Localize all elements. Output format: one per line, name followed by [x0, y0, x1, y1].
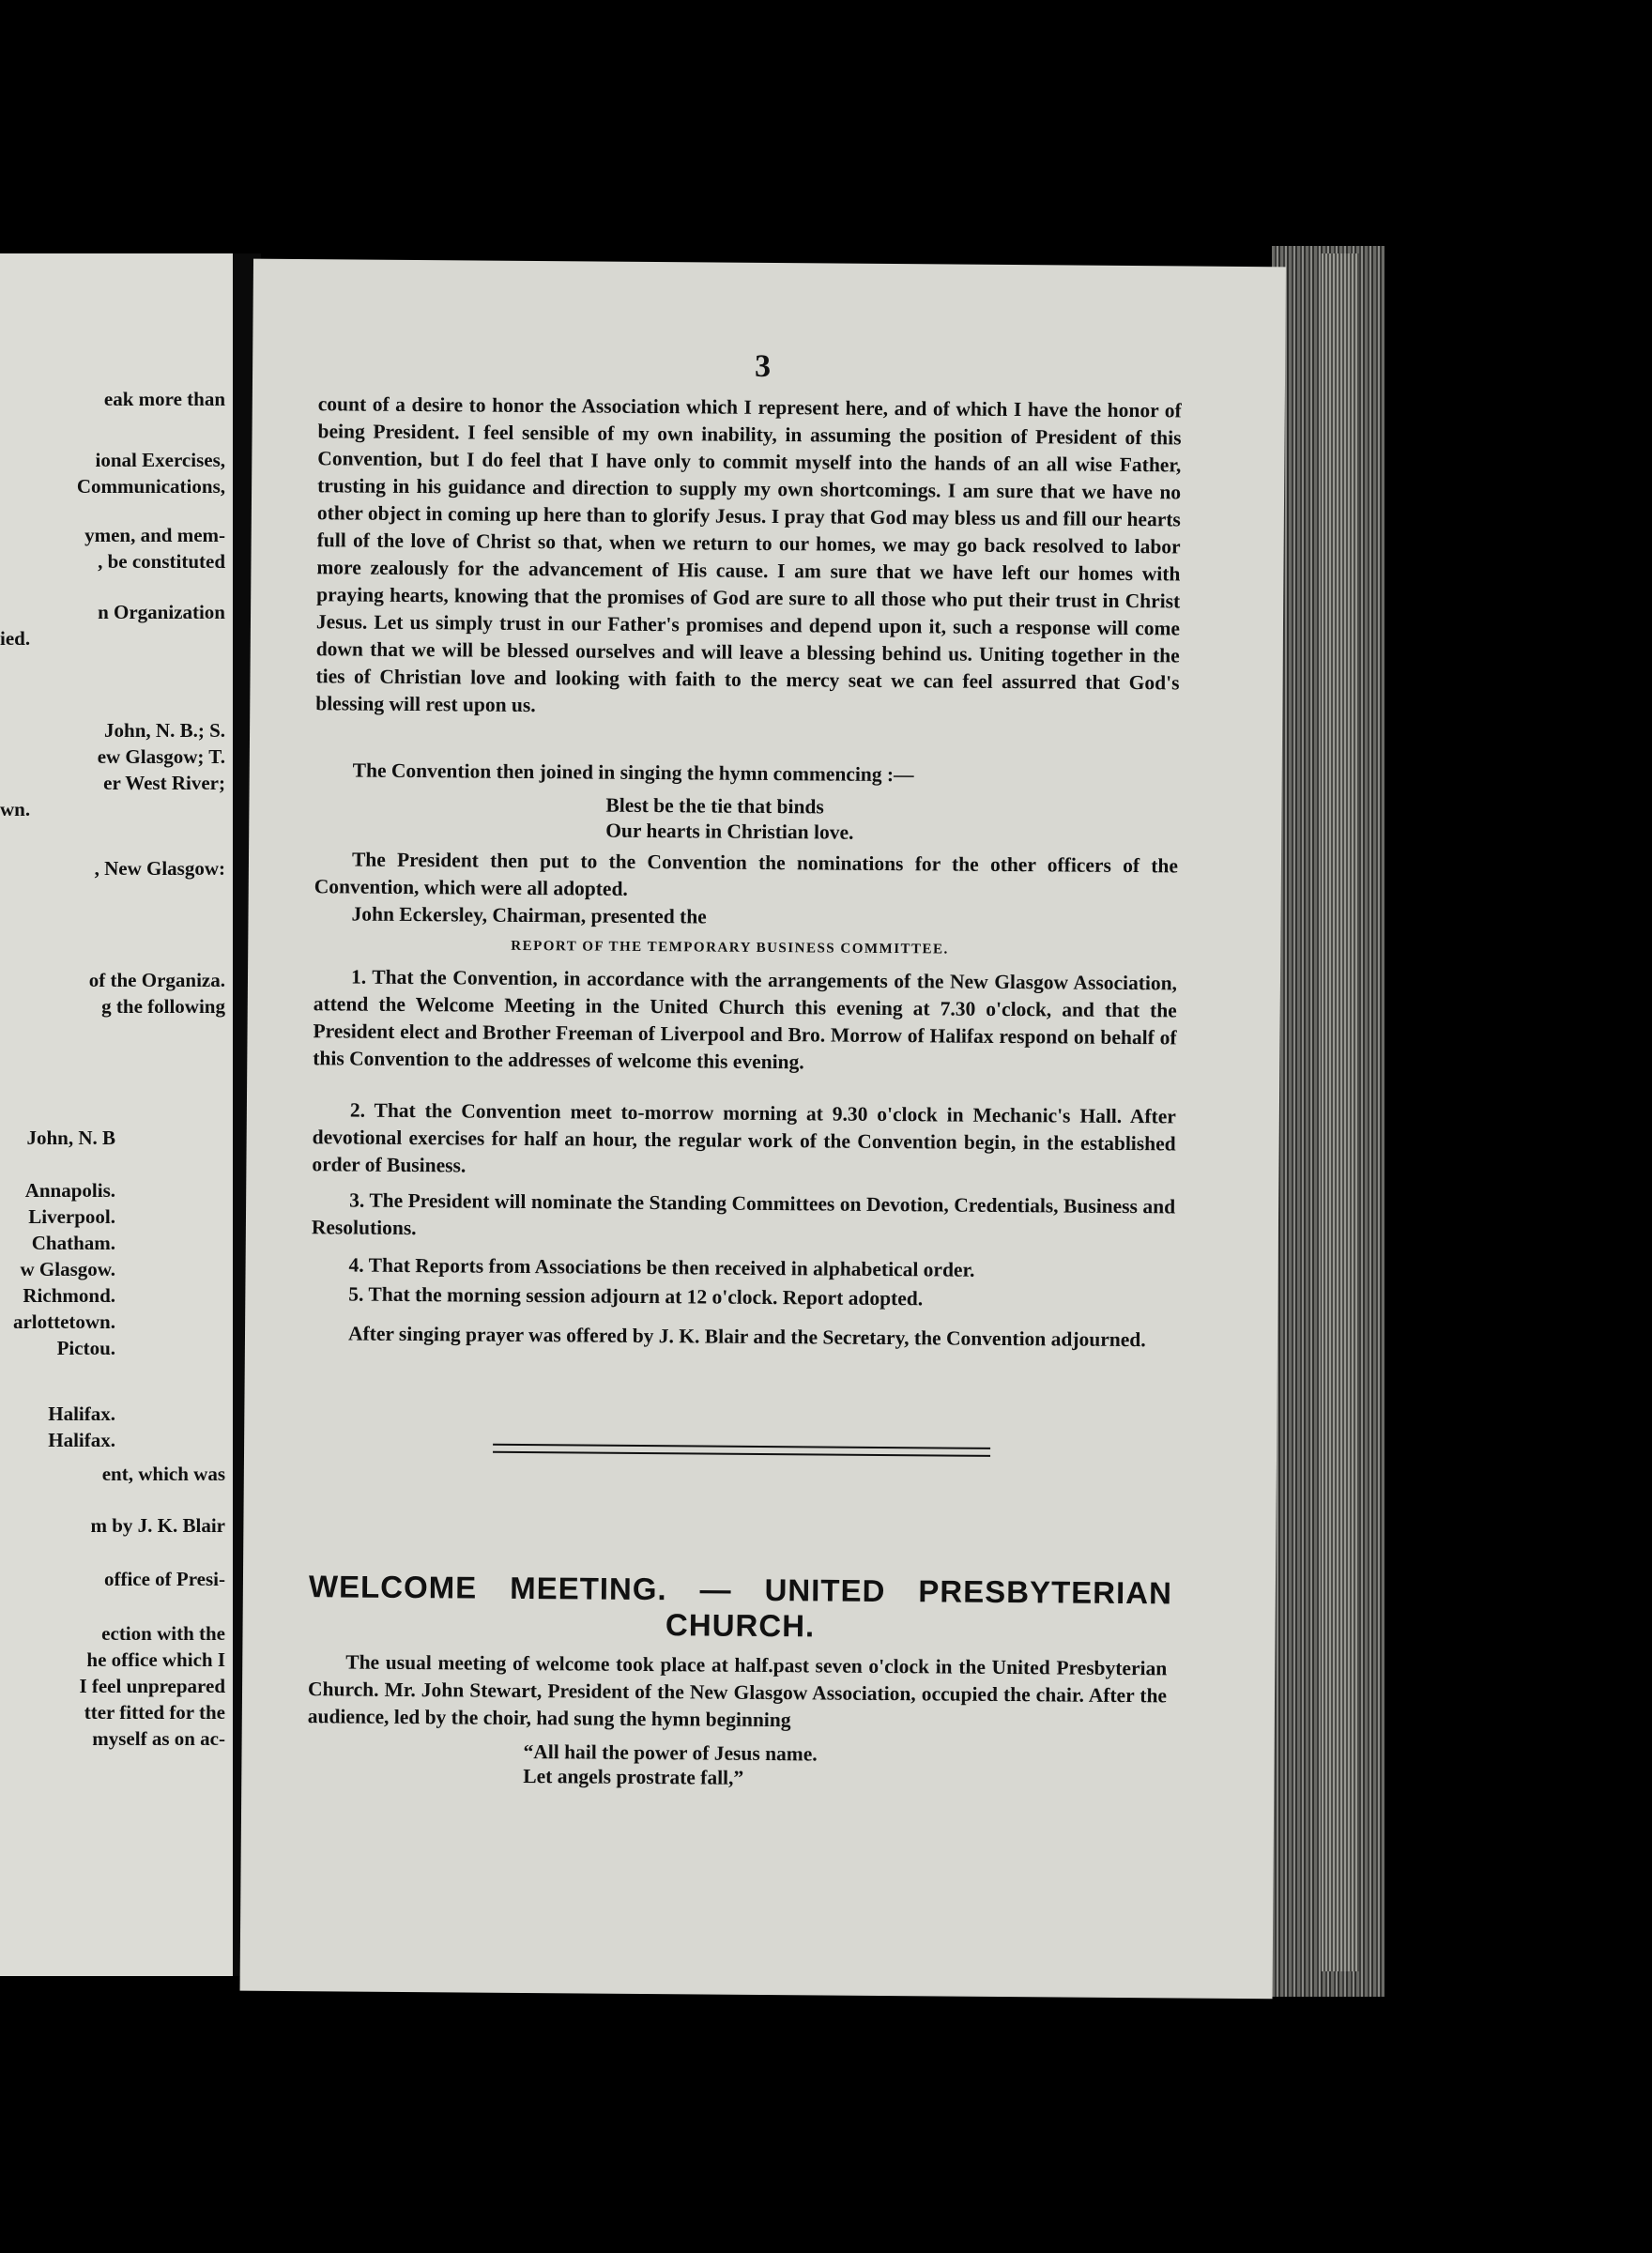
report-item-2: 2. That the Convention meet to-morrow morning at 9.30 o'clock in Mechanic's Hall. After devotional exercises for half an hour, the regular work of the Convention begin, in the established order of Business. — [312, 1098, 1176, 1177]
closing-paragraph: After singing prayer was offered by J. K. Blair and the Secretary, the Convention adjourned. — [347, 1322, 1146, 1352]
hymn-quote-line: Let angels prostrate fall,” — [523, 1764, 744, 1789]
opening-paragraph: count of a desire to honor the Association which I represent here, and of which I have the honor of being President. I feel sensible of my own inability, in assuming the position of President of this Convention, but I do feel that I have only to commit myself into the hands of an all wise Father, trusting in his guidance and direction to supply my own shortcomings. I am sure that we have no other object in coming up here than to glorify Jesus. I pray that God may bless us and fill our hearts full of the love of Christ so that, when we return to our homes, we may go back resolved to labor more zealously for the advancement of His cause. I am sure that we have left our homes with praying hearts, knowing that the promises of God are sure to all those who put their trust in Christ Jesus. Let us simply trust in our Father's promises and depend upon it, such a response will come down that we will be blessed ourselves and will leave a blessing behind us. Uniting together in the ties of Christian love and looking with faith to the mercy seat we can feel assurred that God's blessing will rest upon us. — [315, 392, 1182, 717]
left-page-line: I feel unprepared — [79, 1675, 225, 1697]
left-page-line: g the following — [101, 995, 225, 1018]
left-facing-page — [0, 253, 233, 1976]
report-title: REPORT OF THE TEMPORARY BUSINESS COMMITTEE. — [511, 938, 949, 958]
left-page-line: tter fitted for the — [84, 1701, 225, 1724]
left-page-line: Richmond. — [23, 1284, 115, 1307]
left-page-line: Chatham. — [31, 1232, 115, 1254]
left-page-line: ied. — [0, 627, 31, 650]
section-heading-line1: WELCOME MEETING. — UNITED PRESBYTERIAN — [308, 1569, 1173, 1611]
left-page-line: ection with the — [101, 1622, 225, 1645]
main-page — [240, 259, 1286, 2000]
left-page-line: John, N. B — [26, 1126, 115, 1149]
left-page-line: Pictou. — [56, 1337, 115, 1359]
report-item-5: 5. That the morning session adjourn at 12 o'clock. Report adopted. — [348, 1282, 924, 1310]
left-page-line: Communications, — [76, 475, 225, 498]
left-page-line: office of Presi- — [103, 1568, 225, 1590]
double-rule-divider — [493, 1444, 990, 1457]
left-page-line: er West River; — [103, 772, 225, 794]
left-page-line: Annapolis. — [24, 1179, 115, 1202]
welcome-paragraph: The usual meeting of welcome took place at half.past seven o'clock in the United Presbyterian Church. Mr. John Stewart, President of the New Glasgow Association, occupied the chair. After the audience, led by the choir, had sung the hymn beginning — [307, 1650, 1168, 1732]
left-page-line: John, N. B.; S. — [104, 719, 225, 742]
hymn-line: Our hearts in Christian love. — [605, 819, 854, 844]
left-page-line: Halifax. — [48, 1402, 115, 1425]
left-page-line: of the Organiza. — [88, 969, 225, 991]
left-page-line: wn. — [0, 798, 31, 820]
report-item-3: 3. The President will nominate the Standing Committees on Devotion, Credentials, Business and Resolutions. — [311, 1188, 1176, 1240]
left-page-line: he office which I — [86, 1648, 225, 1671]
left-page-line: ional Exercises, — [95, 449, 225, 471]
left-page-line: , New Glasgow: — [94, 857, 225, 880]
left-page-line: ymen, and mem- — [84, 524, 225, 546]
hymn-line: Blest be the tie that binds — [605, 793, 824, 819]
page-content — [307, 259, 1192, 1789]
presented-line: John Eckersley, Chairman, presented the — [351, 902, 707, 928]
nominations-paragraph: The President then put to the Convention the nominations for the other officers of the Convention, which were all adopted. — [314, 848, 1179, 900]
left-page-line: arlottetown. — [12, 1310, 115, 1333]
left-page-line: , be constituted — [98, 550, 225, 573]
report-item-4: 4. That Reports from Associations be then received in alphabetical order. — [348, 1253, 975, 1281]
left-page-line: m by J. K. Blair — [90, 1514, 225, 1537]
left-page-line: ew Glasgow; T. — [97, 745, 225, 768]
left-page-line: myself as on ac- — [92, 1727, 225, 1750]
left-page-line: eak more than — [103, 388, 225, 410]
page-edges-inner — [1322, 253, 1359, 1971]
section-heading — [308, 1569, 1172, 1647]
left-page-line: Halifax. — [48, 1429, 115, 1451]
report-item-1: 1. That the Convention, in accordance with the arrangements of the New Glasgow Association, attend the Welcome Meeting in the United Church this evening at 7.30 o'clock, and that the President elect and Brother Freeman of Liverpool and Bro. Morrow of Halifax respond on behalf of this Convention to the addresses of welcome this evening. — [313, 965, 1178, 1074]
page-number: 3 — [754, 348, 772, 385]
left-page-line: w Glasgow. — [20, 1258, 115, 1280]
left-page-line: Liverpool. — [28, 1205, 115, 1228]
left-page-line: ent, which was — [101, 1463, 225, 1485]
hymn-quote-line: “All hail the power of Jesus name. — [523, 1740, 818, 1766]
section-heading-line2: CHURCH. — [665, 1607, 816, 1644]
left-page-line: n Organization — [98, 601, 225, 623]
hymn-intro: The Convention then joined in singing the hymn commencing :— — [352, 759, 914, 787]
